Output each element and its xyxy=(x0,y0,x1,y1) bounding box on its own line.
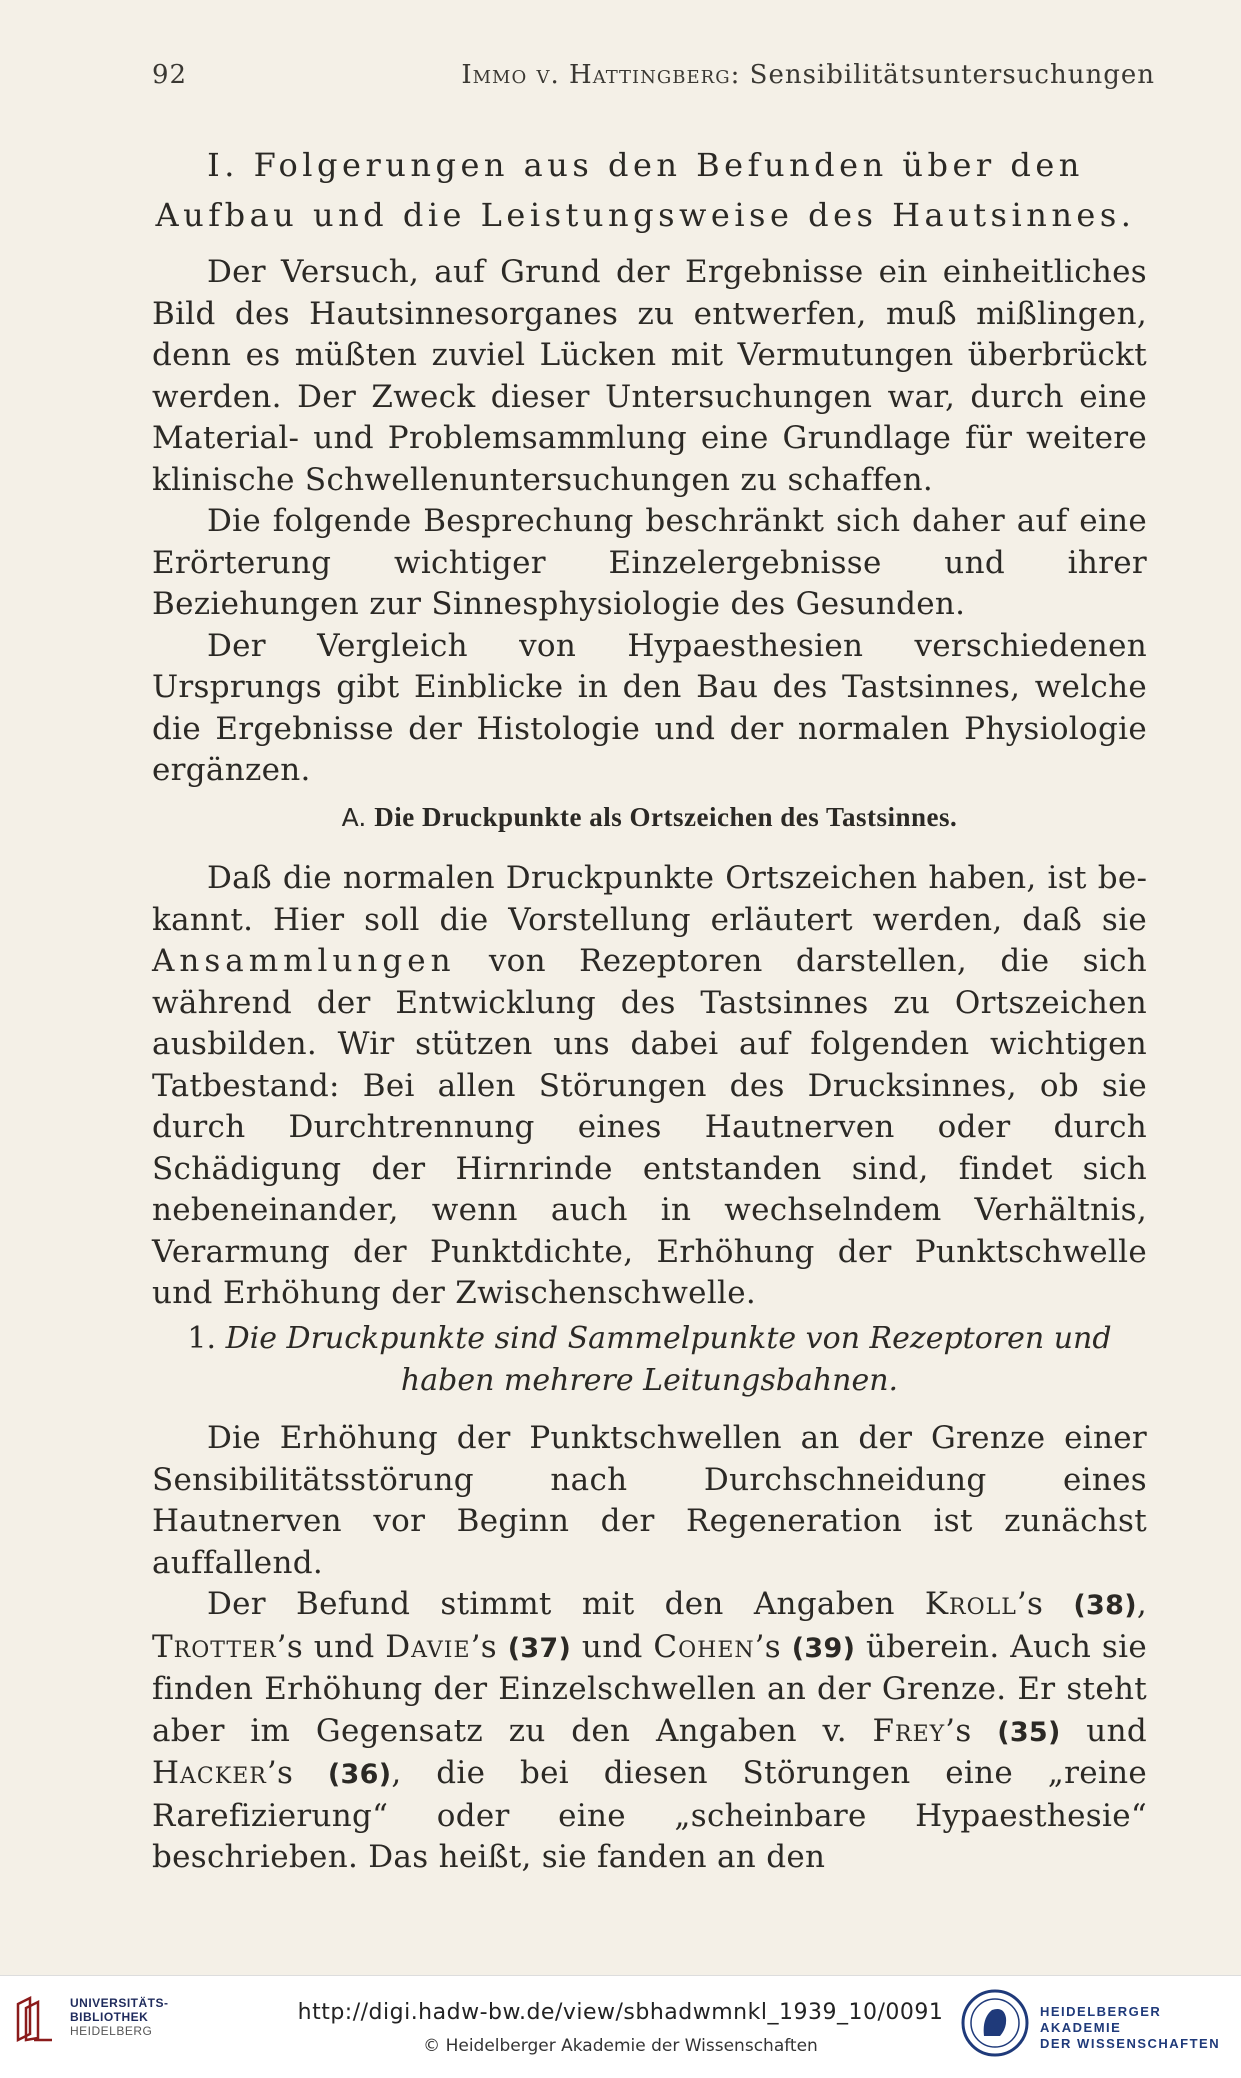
paragraph: Der Befund stimmt mit den Angaben Kroll’s (38), Trotter’s und Davie’s (37) und Cohen’s (39) überein. Auch sie finden Erhöhung der Einzelschwellen an der Grenze. Er steht aber im Gegensatz zu den Angaben v. Frey’s (35) und Hacker’s (36), die bei diesen Störungen eine „reine Rarefizierung“ oder eine „scheinbare Hypaesthesie“ beschrieben. Das heißt, sie fanden an den xyxy=(152,1586,1147,1875)
author-citation: Cohen xyxy=(653,1628,755,1665)
subsection-letter: A. xyxy=(341,803,367,832)
copyright-notice: © Heidelberger Akademie der Wissenschaften xyxy=(423,2036,818,2056)
running-title xyxy=(461,60,1155,90)
header-title: Sensibilitätsuntersuchungen xyxy=(749,60,1155,90)
subsection-heading-a xyxy=(152,802,1147,833)
paragraph: Der Vergleich von Hypaesthesien verschiedenen Ursprungs gibt Einblicke in den Bau des Tastsinnes, welche die Ergebnisse der Histologie und der normalen Physiologie ergänzen. xyxy=(152,627,1147,788)
intro-paragraphs xyxy=(152,252,1147,792)
paragraph: Die folgende Besprechung beschränkt sich daher auf eine Erörterung wichtiger Einzelergebnisse und ihrer Beziehungen zur Sinnesphysiologie des Gesunden. xyxy=(152,503,1147,622)
academy-seal-icon xyxy=(960,1988,1030,2058)
author-name: Immo v. Hattingberg xyxy=(461,60,731,90)
spaced-emphasis: Ansammlungen xyxy=(152,943,456,979)
reference-number: (39) xyxy=(791,1632,856,1664)
paragraph: Der Versuch, auf Grund der Ergebnisse ein einheitliches Bild des Hautsinnesorganes zu entwerfen, muß mißlingen, denn es müßten zuviel Lücken mit Vermutungen überbrückt werden. Der Zweck dieser Untersuchungen war, durch eine Material- und Problemsammlung eine Grundlage für weitere klinische Schwellenuntersuchungen zu schaffen. xyxy=(152,254,1147,498)
reference-number: (36) xyxy=(327,1759,392,1790)
author-citation: Davie xyxy=(385,1628,471,1665)
academy-name: HEIDELBERGER AKADEMIE DER WISSENSCHAFTEN xyxy=(1040,2004,1221,2051)
section-heading: I. Folgerungen aus den Befunden über den Aufbau und die Leistungsweise des Hautsinnes. xyxy=(155,146,1136,234)
paragraph: Daß die normalen Druckpunkte Ortszeichen haben, ist bekannt. Hier soll die Vorstellung erläutert werden, daß sie Ansammlungen von Rezeptoren darstellen, die sich während der Entwicklung des Tastsinnes zu Ortszeichen ausbilden. Wir stützen uns dabei auf folgenden wichtigen Tatbestand: Bei allen Störungen des Drucksinnes, ob sie durch Durchtrennung eines Hautnerven oder durch Schädigung der Hirnrinde entstanden sind, findet sich nebeneinander, wenn auch in wechselndem Verhältnis, Verarmung der Punktdichte, Erhöhung der Punktschwelle und Erhöhung der Zwischenschwelle. xyxy=(152,860,1147,1311)
subsection-title: Die Druckpunkte sind Sammelpunkte von Rezeptoren und haben mehrere Leitungsbahnen. xyxy=(225,1321,1112,1398)
subsection-title: Die Druckpunkte als Ortszeichen des Tastsinnes. xyxy=(374,802,958,832)
section-1-paragraphs xyxy=(152,1418,1147,1879)
digitization-footer xyxy=(0,1975,1241,2078)
reference-number: (38) xyxy=(1073,1590,1137,1621)
header-separator: : xyxy=(730,60,741,90)
running-header xyxy=(152,60,1155,100)
section-a-paragraphs xyxy=(152,858,1147,1315)
document-url-link[interactable]: http://digi.hadw-bw.de/view/sbhadwmnkl_1939_10/0091 xyxy=(297,2000,944,2025)
author-citation: Trotter xyxy=(152,1628,277,1665)
reference-number: (35) xyxy=(997,1716,1061,1748)
author-citation: Frey xyxy=(872,1712,946,1749)
reference-number: (37) xyxy=(507,1632,572,1664)
subsection-heading-1 xyxy=(152,1318,1147,1402)
university-library-name: UNIVERSITÄTS- BIBLIOTHEK HEIDELBERG xyxy=(70,1996,169,2038)
author-citation: Kroll xyxy=(924,1586,1017,1622)
author-citation: Hacker xyxy=(152,1755,267,1791)
subsection-number: 1. xyxy=(187,1321,217,1356)
paragraph: Die Erhöhung der Punktschwellen an der Grenze einer Sensibilitätsstörung nach Durchschneidung eines Hautnerven vor Beginn der Regeneration ist zunächst auffallend. xyxy=(152,1420,1147,1581)
page-number: 92 xyxy=(152,60,188,90)
